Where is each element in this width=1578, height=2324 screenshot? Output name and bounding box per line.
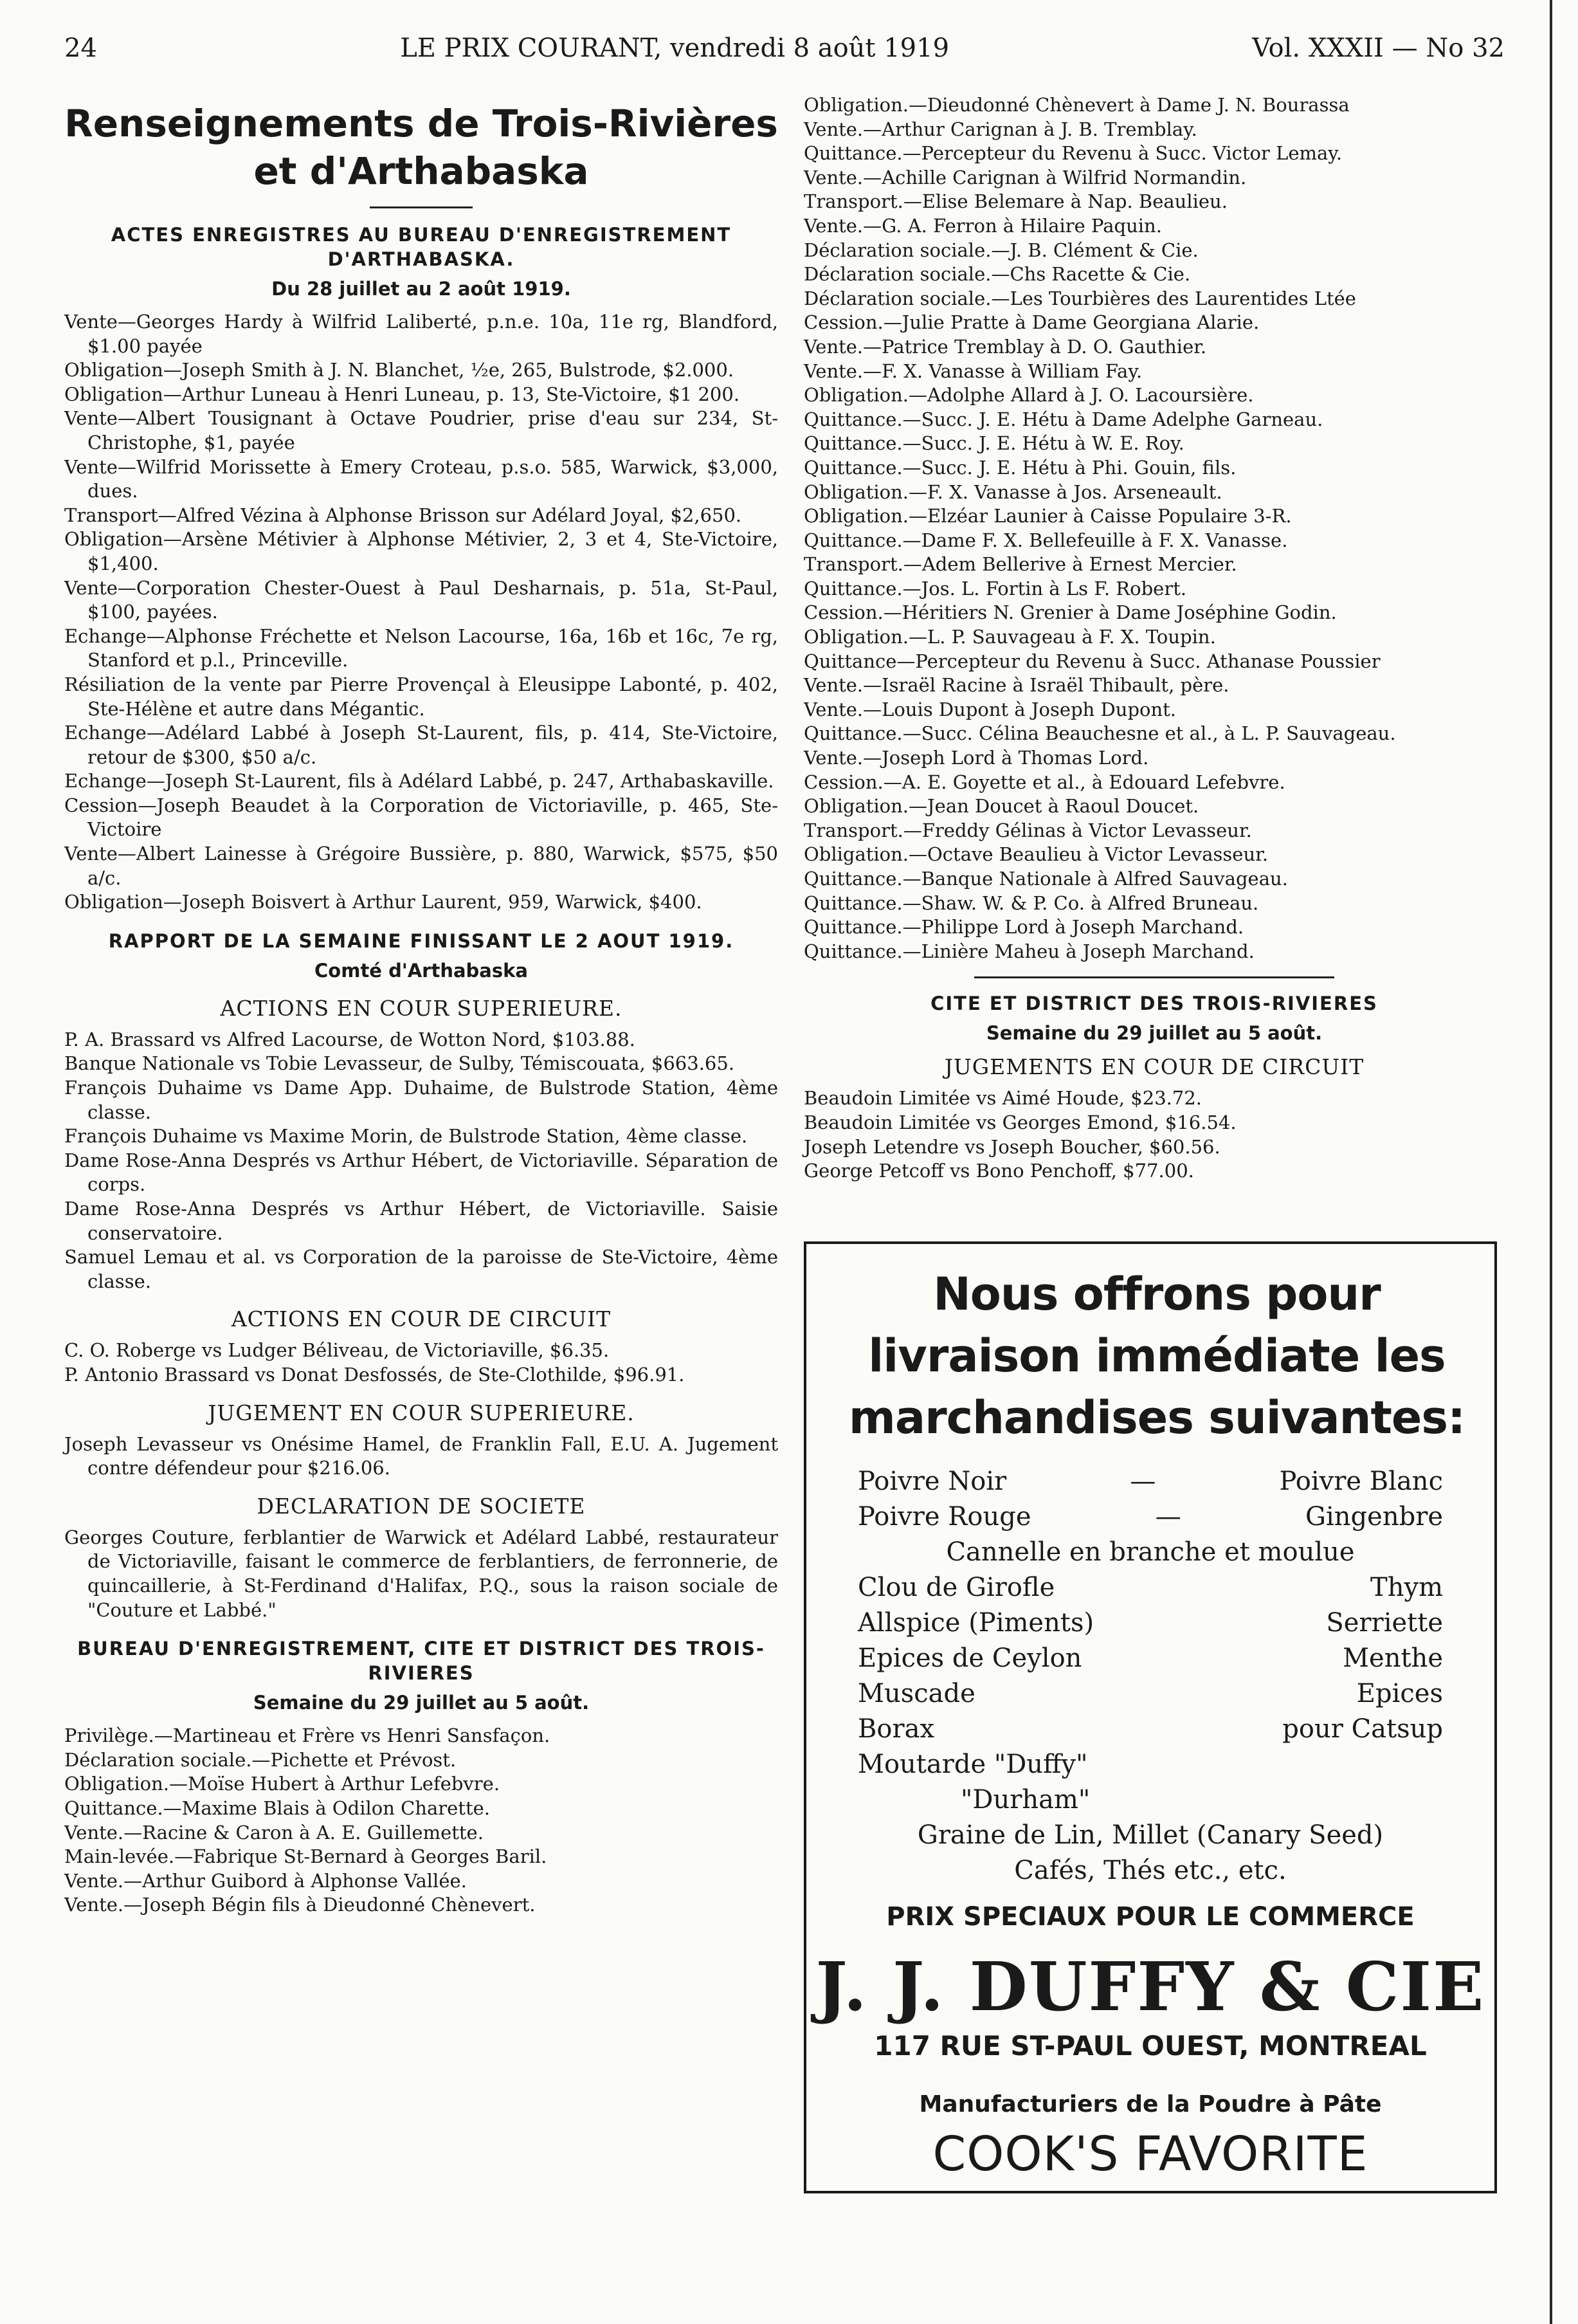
ad-goods-list: [858, 1464, 1443, 1889]
list-item: Vente—Corporation Chester-Ouest à Paul Desharnais, p. 51a, St-Paul, $100, payées.: [64, 576, 778, 623]
list-item: George Petcoff vs Bono Penchoff, $77.00.: [804, 1160, 1194, 1182]
list-item: Quittance.—Philippe Lord à Joseph Marchand.: [804, 916, 1244, 938]
cite-heading: CITE ET DISTRICT DES TROIS-RIVIERES: [930, 993, 1378, 1015]
list-item: Vente.—Joseph Lord à Thomas Lord.: [804, 747, 1149, 769]
ad-good: Graine de Lin, Millet (Canary Seed): [917, 1820, 1384, 1850]
ad-good: pour Catsup: [1282, 1714, 1443, 1744]
ad-good: Poivre Rouge: [858, 1502, 1031, 1532]
list-item: Vente.—Israël Racine à Israël Thibault, père.: [804, 674, 1229, 697]
list-item: C. O. Roberge vs Ludger Béliveau, de Victoriaville, $6.35.: [64, 1339, 610, 1362]
duffy-advertisement: [804, 1241, 1497, 2193]
ad-good: Borax: [858, 1714, 935, 1744]
ad-special-prices: PRIX SPECIAUX POUR LE COMMERCE: [886, 1902, 1415, 1932]
ad-headline: Nous offrons pour livraison immédiate les marchandises suivantes:: [848, 1268, 1465, 1444]
list-item: Banque Nationale vs Tobie Levasseur, de Sulby, Témiscouata, $663.65.: [64, 1052, 735, 1075]
list-item: Transport—Alfred Vézina à Alphonse Brisson sur Adélard Joyal, $2,650.: [64, 504, 742, 526]
ad-address: 117 RUE ST-PAUL OUEST, MONTREAL: [874, 2030, 1427, 2062]
list-item: Dame Rose-Anna Després vs Arthur Hébert, de Victoriaville. Séparation de corps.: [64, 1149, 778, 1196]
right-column: [804, 93, 1505, 1184]
societe-list: [64, 1526, 778, 1622]
list-item: Quittance—Percepteur du Revenu à Succ. Athanase Poussier: [804, 650, 1381, 672]
ad-good: Muscade: [858, 1679, 975, 1708]
list-item: Beaudoin Limitée vs Georges Emond, $16.54.: [804, 1111, 1237, 1133]
ad-goods-row: [858, 1676, 1443, 1712]
list-item: Obligation—Arsène Métivier à Alphonse Métivier, 2, 3 et 4, Ste-Victoire, $1,400.: [64, 528, 778, 574]
list-item: Obligation—Arthur Luneau à Henri Luneau, p. 13, Ste-Victoire, $1 200.: [64, 383, 740, 405]
ad-good: Cannelle en branche et moulue: [946, 1537, 1355, 1567]
ad-dash: —: [1130, 1467, 1156, 1496]
ad-good: "Durham": [961, 1785, 1091, 1815]
list-item: Déclaration sociale.—Les Tourbières des Laurentides Ltée: [804, 287, 1356, 309]
list-item: Vente.—Patrice Tremblay à D. O. Gauthier.: [804, 335, 1207, 358]
circuit-list: [64, 1339, 778, 1387]
list-item: Vente.—Racine & Caron à A. E. Guillemette.: [64, 1821, 484, 1844]
list-item: Privilège.—Martineau et Frère vs Henri Sansfaçon.: [64, 1725, 550, 1747]
list-item: Joseph Levasseur vs Onésime Hamel, de Franklin Fall, E.U. A. Jugement contre défendeur pour $216.06.: [64, 1432, 778, 1479]
ad-good: Gingenbre: [1305, 1502, 1443, 1532]
rapport-heading: RAPPORT DE LA SEMAINE FINISSANT LE 2 AOUT 1919.: [108, 929, 734, 952]
list-item: Obligation—Joseph Smith à J. N. Blanchet, ½e, 265, Bulstrode, $2.000.: [64, 359, 734, 381]
jugement-heading: JUGEMENT EN COUR SUPERIEURE.: [208, 1400, 635, 1425]
list-item: Cession.—Julie Pratte à Dame Georgiana Alarie.: [804, 311, 1260, 334]
jugement-list: [64, 1432, 778, 1481]
list-item: Quittance.—Percepteur du Revenu à Succ. Victor Lemay.: [804, 142, 1343, 165]
volume-number: Vol. XXXII — No 32: [1252, 33, 1505, 63]
bureau-heading: BUREAU D'ENREGISTREMENT, CITE ET DISTRICT DES TROIS-RIVIERES: [77, 1638, 765, 1685]
list-item: Quittance.—Succ. J. E. Hétu à Phi. Gouin, fils.: [804, 456, 1237, 479]
list-item: Quittance.—Succ. J. E. Hétu à W. E. Roy.: [804, 432, 1184, 455]
list-item: Quittance.—Linière Maheu à Joseph Marchand.: [804, 940, 1255, 962]
page-edge-rule: [1550, 0, 1552, 2324]
left-column: [64, 93, 778, 1917]
list-item: Obligation.—Moïse Hubert à Arthur Lefebvre.: [64, 1773, 500, 1795]
list-item: Obligation.—L. P. Sauvageau à F. X. Toupin.: [804, 626, 1216, 648]
list-item: Vente.—G. A. Ferron à Hilaire Paquin.: [804, 214, 1162, 237]
list-item: Obligation.—Elzéar Launier à Caisse Populaire 3-R.: [804, 505, 1292, 527]
list-item: Quittance.—Jos. L. Fortin à Ls F. Robert.: [804, 577, 1187, 599]
actes-list: [64, 310, 778, 915]
ad-goods-row: [858, 1606, 1443, 1641]
list-item: Déclaration sociale.—Pichette et Prévost.: [64, 1748, 457, 1771]
list-item: Main-levée.—Fabrique St-Bernard à Georges Baril.: [64, 1845, 547, 1868]
list-item: Quittance.—Succ. J. E. Hétu à Dame Adelphe Garneau.: [804, 408, 1323, 430]
list-item: Déclaration sociale.—J. B. Clément & Cie.: [804, 239, 1199, 261]
list-item: Quittance.—Dame F. X. Bellefeuille à F. X. Vanasse.: [804, 529, 1288, 551]
list-item: Vente—Wilfrid Morissette à Emery Croteau, p.s.o. 585, Warwick, $3,000, dues.: [64, 455, 778, 502]
ad-good: Cafés, Thés etc., etc.: [1014, 1856, 1287, 1885]
ad-goods-row: [858, 1464, 1443, 1499]
ad-goods-row: [858, 1570, 1443, 1606]
list-item: Cession.—A. E. Goyette et al., à Edouard Lefebvre.: [804, 771, 1285, 793]
circuit-heading: ACTIONS EN COUR DE CIRCUIT: [231, 1306, 612, 1332]
list-item: P. Antonio Brassard vs Donat Desfossés, de Ste-Clothilde, $96.91.: [64, 1363, 685, 1386]
superieure-list: [64, 1028, 778, 1294]
list-item: Vente.—Achille Carignan à Wilfrid Normandin.: [804, 166, 1247, 188]
ad-company-name: J. J. DUFFY & CIE: [815, 1947, 1485, 2026]
list-item: Vente.—Louis Dupont à Joseph Dupont.: [804, 698, 1177, 720]
bureau-list: [64, 1724, 778, 1917]
section-rule: [974, 976, 1334, 978]
list-item: Echange—Adélard Labbé à Joseph St-Laurent, fils, p. 414, Ste-Victoire, retour de $300, $50 a/c.: [64, 722, 778, 768]
ad-goods-row: [858, 1712, 1443, 1747]
list-item: Obligation.—Adolphe Allard à J. O. Lacoursière.: [804, 384, 1254, 407]
ad-makers-line: Manufacturiers de la Poudre à Pâte: [919, 2091, 1382, 2118]
list-item: P. A. Brassard vs Alfred Lacourse, de Wotton Nord, $103.88.: [64, 1028, 635, 1050]
cite-dates: Semaine du 29 juillet au 5 août.: [986, 1022, 1323, 1045]
list-item: Joseph Letendre vs Joseph Boucher, $60.56.: [804, 1135, 1220, 1158]
list-item: Obligation—Joseph Boisvert à Arthur Laurent, 959, Warwick, $400.: [64, 891, 702, 913]
list-item: François Duhaime vs Maxime Morin, de Bulstrode Station, 4ème classe.: [64, 1125, 748, 1148]
list-item: Résiliation de la vente par Pierre Provençal à Eleusippe Labonté, p. 402, Ste-Hélène et autre dans Mégantic.: [64, 673, 778, 720]
actes-heading: ACTES ENREGISTRES AU BUREAU D'ENREGISTREMENT D'ARTHABASKA.: [111, 224, 732, 270]
list-item: Vente.—F. X. Vanasse à William Fay.: [804, 360, 1143, 382]
list-item: Vente—Georges Hardy à Wilfrid Laliberté, p.n.e. 10a, 11e rg, Blandford, $1.00 payée: [64, 311, 778, 357]
cite-jugements-list: [804, 1086, 1505, 1183]
page-number: 24: [64, 33, 97, 63]
ad-good: Moutarde "Duffy": [858, 1750, 1088, 1779]
list-item: Cession—Joseph Beaudet à la Corporation de Victoriaville, p. 465, Ste-Victoire: [64, 794, 778, 841]
list-item: Transport.—Elise Belemare à Nap. Beaulieu.: [804, 190, 1228, 213]
list-item: Echange—Alphonse Fréchette et Nelson Lacourse, 16a, 16b et 16c, 7e rg, Stanford et p.l., Princeville.: [64, 625, 778, 672]
ad-goods-row: [858, 1499, 1443, 1535]
trois-rivieres-list: [804, 93, 1505, 964]
publication-line: LE PRIX COURANT, vendredi 8 août 1919: [400, 33, 950, 63]
ad-good: Thym: [1370, 1573, 1443, 1602]
ad-good: Clou de Girofle: [858, 1573, 1055, 1602]
list-item: Transport.—Adem Bellerive à Ernest Mercier.: [804, 553, 1237, 576]
superieure-heading: ACTIONS EN COUR SUPERIEURE.: [220, 995, 622, 1021]
list-item: Obligation.—Jean Doucet à Raoul Doucet.: [804, 795, 1199, 818]
list-item: Georges Couture, ferblantier de Warwick et Adélard Labbé, restaurateur de Victoriaville, faisant le commerce de ferblantiers, de ferronnerie, de quincaillerie, à St-Ferdinand d'Halifax, P.Q., sous la raison sociale de "Couture et Labbé.": [64, 1526, 778, 1621]
title-rule: [370, 206, 473, 208]
list-item: Obligation.—Octave Beaulieu à Victor Levasseur.: [804, 843, 1269, 866]
list-item: Beaudoin Limitée vs Aimé Houde, $23.72.: [804, 1087, 1202, 1110]
list-item: Vente.—Joseph Bégin fils à Dieudonné Chènevert.: [64, 1894, 536, 1916]
list-item: Cession.—Héritiers N. Grenier à Dame Joséphine Godin.: [804, 601, 1337, 624]
rapport-county: Comté d'Arthabaska: [314, 959, 528, 982]
list-item: Echange—Joseph St-Laurent, fils à Adélard Labbé, p. 247, Arthabaskaville.: [64, 770, 774, 792]
list-item: Déclaration sociale.—Chs Racette & Cie.: [804, 263, 1191, 286]
ad-brand-name: COOK'S FAVORITE: [932, 2127, 1368, 2182]
ad-good: Epices: [1356, 1679, 1443, 1708]
ad-good: Poivre Noir: [858, 1467, 1007, 1496]
list-item: Transport.—Freddy Gélinas à Victor Levasseur.: [804, 819, 1252, 841]
list-item: Quittance.—Maxime Blais à Odilon Charette.: [64, 1797, 490, 1819]
list-item: Quittance.—Succ. Célina Beauchesne et al., à L. P. Sauvageau.: [804, 722, 1396, 745]
cite-jugements-heading: JUGEMENTS EN COUR DE CIRCUIT: [944, 1054, 1365, 1080]
list-item: Dame Rose-Anna Després vs Arthur Hébert, de Victoriaville. Saisie conservatoire.: [64, 1198, 778, 1244]
ad-goods-row: [858, 1641, 1443, 1676]
bureau-dates: Semaine du 29 juillet au 5 août.: [253, 1692, 590, 1714]
list-item: Quittance.—Shaw. W. & P. Co. à Alfred Bruneau.: [804, 892, 1259, 914]
societe-heading: DECLARATION DE SOCIETE: [257, 1493, 586, 1519]
ad-good: Allspice (Piments): [858, 1608, 1094, 1638]
page-header: [64, 26, 1505, 71]
ad-good: Menthe: [1343, 1643, 1443, 1673]
ad-good: Poivre Blanc: [1279, 1467, 1443, 1496]
actes-dates: Du 28 juillet au 2 août 1919.: [271, 278, 571, 300]
list-item: Obligation.—Dieudonné Chènevert à Dame J. N. Bourassa: [804, 94, 1350, 116]
list-item: Vente.—Arthur Carignan à J. B. Tremblay.: [804, 118, 1197, 140]
list-item: Obligation.—F. X. Vanasse à Jos. Arseneault.: [804, 480, 1222, 503]
list-item: Vente—Albert Lainesse à Grégoire Bussière, p. 880, Warwick, $575, $50 a/c.: [64, 843, 778, 889]
ad-dash: —: [1155, 1502, 1181, 1532]
list-item: Quittance.—Banque Nationale à Alfred Sauvageau.: [804, 868, 1288, 890]
article-title: Renseignements de Trois-Rivières et d'Arthabaska: [64, 102, 778, 193]
list-item: Vente.—Arthur Guibord à Alphonse Vallée.: [64, 1869, 467, 1892]
ad-good: Epices de Ceylon: [858, 1643, 1082, 1673]
list-item: Vente—Albert Tousignant à Octave Poudrier, prise d'eau sur 234, St-Christophe, $1, payée: [64, 407, 778, 453]
list-item: Samuel Lemau et al. vs Corporation de la paroisse de Ste-Victoire, 4ème classe.: [64, 1246, 778, 1292]
list-item: François Duhaime vs Dame App. Duhaime, de Bulstrode Station, 4ème classe.: [64, 1077, 778, 1123]
ad-good: Serriette: [1326, 1608, 1443, 1638]
